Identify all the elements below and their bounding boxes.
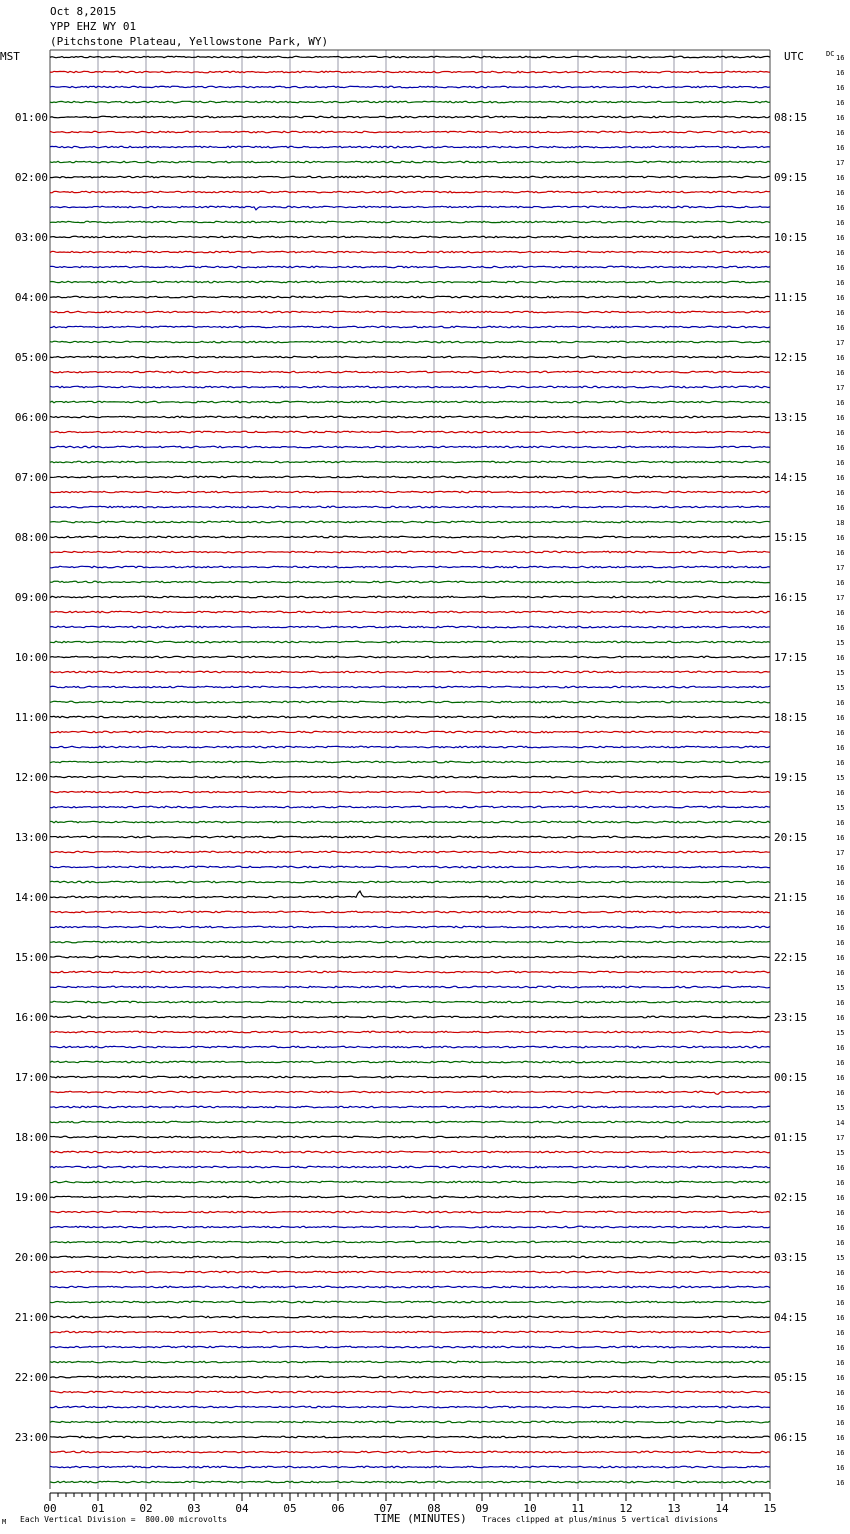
trace-line: [50, 296, 770, 298]
dc-offset-value: 17: [836, 564, 845, 572]
dc-offset-value: 15: [836, 1029, 845, 1037]
right-hour-label: 15:15: [774, 531, 808, 544]
left-hour-label: 10:00: [14, 651, 48, 664]
trace-line: [50, 116, 770, 118]
right-hour-label: 18:15: [774, 711, 808, 724]
dc-offset-value: 16: [836, 1164, 845, 1172]
dc-offset-value: 16: [836, 609, 845, 617]
x-tick-label: 14: [715, 1502, 729, 1515]
dc-offset-value: 17: [836, 1134, 845, 1142]
trace-line: [50, 386, 770, 388]
left-hour-label: 05:00: [14, 351, 48, 364]
left-hour-label: 02:00: [14, 171, 48, 184]
trace-line: [50, 626, 770, 628]
dc-offset-value: 16: [836, 879, 845, 887]
dc-offset-value: 16: [836, 834, 845, 842]
trace-line: [50, 941, 770, 943]
trace-line: [50, 476, 770, 478]
dc-offset-value: 16: [836, 1329, 845, 1337]
trace-line: [50, 491, 770, 493]
x-tick-label: 12: [619, 1502, 633, 1515]
dc-offset-value: 16: [836, 1479, 845, 1487]
trace-line: [50, 1031, 770, 1033]
dc-offset-value: 16: [836, 249, 845, 257]
trace-line: [50, 1166, 770, 1168]
dc-offset-value: 16: [836, 1359, 845, 1367]
right-hour-label: 21:15: [774, 891, 808, 904]
trace-line: [50, 1406, 770, 1408]
trace-line: [50, 71, 770, 73]
right-hour-label: 14:15: [774, 471, 808, 484]
trace-line: [50, 1076, 770, 1078]
x-tick-label: 03: [187, 1502, 201, 1515]
dc-offset-value: 16: [836, 189, 845, 197]
dc-offset-value: 16: [836, 369, 845, 377]
dc-offset-value: 16: [836, 129, 845, 137]
dc-offset-value: 15: [836, 984, 845, 992]
dc-offset-value: 16: [836, 429, 845, 437]
trace-line: [50, 656, 770, 658]
dc-offset-value: 15: [836, 684, 845, 692]
trace-line: [50, 911, 770, 913]
trace-line: [50, 371, 770, 373]
right-timezone-label: UTC: [784, 50, 804, 63]
trace-line: [50, 641, 770, 643]
dc-offset-value: 16: [836, 924, 845, 932]
dc-offset-value: 16: [836, 1239, 845, 1247]
dc-offset-value: 16: [836, 114, 845, 122]
left-hour-label: 19:00: [14, 1191, 48, 1204]
left-timezone-label: MST: [0, 50, 20, 63]
dc-offset-value: 16: [836, 714, 845, 722]
dc-offset-value: 16: [836, 654, 845, 662]
trace-line: [50, 1151, 770, 1153]
trace-line: [50, 221, 770, 223]
dc-offset-value: 16: [836, 444, 845, 452]
trace-line: [50, 731, 770, 733]
left-hour-label: 18:00: [14, 1131, 48, 1144]
right-hour-label: 00:15: [774, 1071, 808, 1084]
left-hour-label: 13:00: [14, 831, 48, 844]
dc-offset-value: 16: [836, 1269, 845, 1277]
trace-line: [50, 536, 770, 538]
right-hour-label: 13:15: [774, 411, 808, 424]
clip-note: Traces clipped at plus/minus 5 vertical divisions: [482, 1515, 719, 1524]
dc-offset-value: 16: [836, 1014, 845, 1022]
trace-line: [50, 101, 770, 103]
dc-offset-value: 16: [836, 1449, 845, 1457]
dc-offset-value: 16: [836, 819, 845, 827]
x-tick-label: 13: [667, 1502, 681, 1515]
dc-offset-value: 16: [836, 264, 845, 272]
right-hour-label: 01:15: [774, 1131, 808, 1144]
dc-offset-value: 16: [836, 1044, 845, 1052]
trace-line: [50, 56, 770, 58]
dc-offset-value: 17: [836, 384, 845, 392]
trace-line: [50, 251, 770, 253]
dc-offset-value: 16: [836, 894, 845, 902]
trace-line: [50, 596, 770, 598]
trace-line: [50, 506, 770, 508]
dc-offset-value: 15: [836, 1254, 845, 1262]
dc-offset-value: 16: [836, 279, 845, 287]
left-hour-label: 14:00: [14, 891, 48, 904]
dc-offset-value: 18: [836, 519, 845, 527]
trace-line: [50, 971, 770, 973]
dc-offset-value: 16: [836, 1299, 845, 1307]
x-tick-label: 01: [91, 1502, 105, 1515]
trace-line: [50, 401, 770, 403]
trace-line: [50, 881, 770, 883]
trace-line: [50, 1346, 770, 1348]
trace-line: [50, 236, 770, 238]
trace-line: [50, 1391, 770, 1393]
x-tick-label: 00: [43, 1502, 57, 1515]
dc-offset-value: 16: [836, 174, 845, 182]
dc-offset-value: 16: [836, 204, 845, 212]
dc-offset-value: 16: [836, 1419, 845, 1427]
dc-offset-value: 16: [836, 1404, 845, 1412]
trace-line: [50, 671, 770, 673]
trace-line: [50, 761, 770, 763]
right-hour-label: 17:15: [774, 651, 808, 664]
dc-offset-value: 15: [836, 669, 845, 677]
trace-line: [50, 146, 770, 148]
trace-line: [50, 281, 770, 283]
dc-offset-value: 16: [836, 909, 845, 917]
station-location: (Pitchstone Plateau, Yellowstone Park, WY): [50, 35, 329, 48]
dc-offset-value: 16: [836, 759, 845, 767]
dc-offset-value: 16: [836, 624, 845, 632]
trace-line: [50, 1256, 770, 1258]
trace-line: [50, 341, 770, 343]
trace-line: [50, 986, 770, 988]
trace-line: [50, 926, 770, 928]
right-hour-label: 02:15: [774, 1191, 808, 1204]
dc-offset-value: 16: [836, 354, 845, 362]
trace-line: [50, 1271, 770, 1273]
dc-offset-value: 16: [836, 1374, 845, 1382]
trace-line: [50, 1376, 770, 1378]
dc-offset-value: 16: [836, 1194, 845, 1202]
dc-offset-value: 16: [836, 744, 845, 752]
right-hour-label: 11:15: [774, 291, 808, 304]
dc-offset-header: DC: [826, 50, 835, 58]
dc-offset-value: 16: [836, 699, 845, 707]
dc-offset-value: 16: [836, 1314, 845, 1322]
left-hour-label: 23:00: [14, 1431, 48, 1444]
trace-line: [50, 1361, 770, 1363]
dc-offset-value: 14: [836, 1119, 845, 1127]
dc-offset-value: 16: [836, 489, 845, 497]
trace-line: [50, 581, 770, 583]
dc-offset-value: 16: [836, 1089, 845, 1097]
dc-offset-value: 17: [836, 849, 845, 857]
trace-line: [50, 566, 770, 568]
x-tick-label: 15: [763, 1502, 777, 1515]
trace-line: [50, 416, 770, 418]
dc-offset-value: 16: [836, 99, 845, 107]
trace-line: [50, 1061, 770, 1063]
right-hour-label: 16:15: [774, 591, 808, 604]
right-hour-label: 06:15: [774, 1431, 808, 1444]
scale-note: Each Vertical Division = 800.00 microvolts: [20, 1515, 228, 1524]
left-hour-label: 06:00: [14, 411, 48, 424]
trace-line: [50, 791, 770, 793]
trace-line: [50, 461, 770, 463]
left-hour-label: 16:00: [14, 1011, 48, 1024]
trace-line: [50, 1091, 770, 1094]
dc-offset-value: 17: [836, 339, 845, 347]
x-tick-label: 02: [139, 1502, 153, 1515]
trace-line: [50, 686, 770, 688]
left-hour-label: 11:00: [14, 711, 48, 724]
x-tick-label: 04: [235, 1502, 249, 1515]
trace-line: [50, 1316, 770, 1318]
dc-offset-value: 15: [836, 1104, 845, 1112]
dc-offset-value: 16: [836, 234, 845, 242]
trace-line: [50, 1436, 770, 1438]
trace-line: [50, 1196, 770, 1198]
left-hour-label: 03:00: [14, 231, 48, 244]
trace-line: [50, 836, 770, 838]
dc-offset-value: 16: [836, 309, 845, 317]
trace-line: [50, 86, 770, 88]
dc-offset-value: 16: [836, 969, 845, 977]
trace-line: [50, 1481, 770, 1483]
trace-line: [50, 956, 770, 958]
trace-line: [50, 446, 770, 448]
record-date: Oct 8,2015: [50, 5, 117, 18]
trace-line: [50, 1211, 770, 1213]
dc-offset-value: 17: [836, 159, 845, 167]
x-tick-label: 10: [523, 1502, 537, 1515]
trace-line: [50, 1421, 770, 1423]
left-hour-label: 01:00: [14, 111, 48, 124]
dc-offset-value: 16: [836, 999, 845, 1007]
right-hour-label: 10:15: [774, 231, 808, 244]
dc-offset-value: 16: [836, 84, 845, 92]
trace-line: [50, 1451, 770, 1453]
trace-line: [50, 521, 770, 523]
trace-line: [50, 1301, 770, 1303]
dc-offset-value: 16: [836, 399, 845, 407]
left-hour-label: 21:00: [14, 1311, 48, 1324]
right-hour-label: 05:15: [774, 1371, 808, 1384]
trace-line: [50, 1106, 770, 1108]
dc-offset-value: 16: [836, 504, 845, 512]
dc-offset-value: 15: [836, 639, 845, 647]
trace-line: [50, 1121, 770, 1123]
x-tick-label: 06: [331, 1502, 345, 1515]
dc-offset-value: 16: [836, 474, 845, 482]
dc-offset-value: 16: [836, 54, 845, 62]
trace-line: [50, 776, 770, 778]
right-hour-label: 04:15: [774, 1311, 808, 1324]
dc-offset-value: 16: [836, 459, 845, 467]
x-tick-label: 09: [475, 1502, 489, 1515]
dc-offset-value: 16: [836, 219, 845, 227]
dc-offset-values: [836, 54, 844, 1487]
left-hour-label: 08:00: [14, 531, 48, 544]
dc-offset-value: 15: [836, 774, 845, 782]
left-hour-label: 20:00: [14, 1251, 48, 1264]
dc-offset-value: 16: [836, 1344, 845, 1352]
trace-line: [50, 1001, 770, 1003]
dc-offset-value: 16: [836, 549, 845, 557]
trace-line: [50, 611, 770, 613]
dc-offset-value: 16: [836, 1284, 845, 1292]
dc-offset-value: 16: [836, 789, 845, 797]
dc-offset-value: 16: [836, 939, 845, 947]
right-hour-label: 19:15: [774, 771, 808, 784]
dc-offset-value: 16: [836, 1434, 845, 1442]
x-tick-label: 11: [571, 1502, 585, 1515]
dc-offset-value: 16: [836, 1059, 845, 1067]
dc-offset-value: 15: [836, 1149, 845, 1157]
right-hour-label: 22:15: [774, 951, 808, 964]
dc-offset-value: 16: [836, 864, 845, 872]
dc-offset-value: 16: [836, 579, 845, 587]
dc-offset-value: 16: [836, 534, 845, 542]
dc-offset-value: 16: [836, 1389, 845, 1397]
left-hour-label: 15:00: [14, 951, 48, 964]
trace-line: [50, 431, 770, 433]
dc-offset-value: 16: [836, 144, 845, 152]
dc-offset-value: 16: [836, 324, 845, 332]
left-hour-label: 09:00: [14, 591, 48, 604]
trace-line: [50, 1241, 770, 1243]
trace-line: [50, 1136, 770, 1138]
dc-offset-value: 16: [836, 1209, 845, 1217]
trace-line: [50, 1286, 770, 1288]
trace-line: [50, 176, 770, 178]
dc-offset-value: 16: [836, 1179, 845, 1187]
x-tick-label: 08: [427, 1502, 441, 1515]
trace-line: [50, 806, 770, 808]
right-hour-label: 20:15: [774, 831, 808, 844]
station-code: YPP EHZ WY 01: [50, 20, 137, 33]
trace-line: [50, 1181, 770, 1183]
dc-offset-value: 16: [836, 1074, 845, 1082]
left-hour-label: 07:00: [14, 471, 48, 484]
trace-line: [50, 1016, 770, 1018]
right-hour-label: 12:15: [774, 351, 808, 364]
trace-line: [50, 551, 770, 553]
trace-line: [50, 1046, 770, 1048]
trace-line: [50, 266, 770, 268]
dc-offset-value: 16: [836, 69, 845, 77]
dc-offset-value: 16: [836, 954, 845, 962]
dc-offset-value: 17: [836, 594, 845, 602]
trace-line: [50, 161, 770, 163]
trace-line: [50, 356, 770, 358]
left-hour-label: 22:00: [14, 1371, 48, 1384]
dc-offset-value: 16: [836, 1224, 845, 1232]
corner-mark: M: [2, 1518, 7, 1526]
trace-line: [50, 746, 770, 748]
dc-offset-value: 16: [836, 414, 845, 422]
trace-line: [50, 701, 770, 703]
trace-line: [50, 206, 770, 210]
left-hour-label: 04:00: [14, 291, 48, 304]
trace-line: [50, 191, 770, 193]
trace-line: [50, 891, 770, 898]
dc-offset-value: 16: [836, 1464, 845, 1472]
right-hour-label: 03:15: [774, 1251, 808, 1264]
x-axis-title: TIME (MINUTES): [374, 1512, 467, 1525]
dc-offset-value: 16: [836, 729, 845, 737]
x-tick-label: 05: [283, 1502, 297, 1515]
seismic-traces: [50, 56, 770, 1483]
trace-line: [50, 866, 770, 868]
trace-line: [50, 716, 770, 718]
left-hour-label: 17:00: [14, 1071, 48, 1084]
dc-offset-value: 16: [836, 294, 845, 302]
trace-line: [50, 1466, 770, 1468]
right-hour-label: 23:15: [774, 1011, 808, 1024]
trace-line: [50, 1331, 770, 1333]
x-tick-label: 07: [379, 1502, 393, 1515]
trace-line: [50, 1226, 770, 1228]
trace-line: [50, 311, 770, 313]
left-hour-label: 12:00: [14, 771, 48, 784]
trace-line: [50, 131, 770, 133]
trace-line: [50, 821, 770, 823]
right-hour-label: 09:15: [774, 171, 808, 184]
right-hour-label: 08:15: [774, 111, 808, 124]
trace-line: [50, 851, 770, 853]
trace-line: [50, 326, 770, 328]
dc-offset-value: 15: [836, 804, 845, 812]
